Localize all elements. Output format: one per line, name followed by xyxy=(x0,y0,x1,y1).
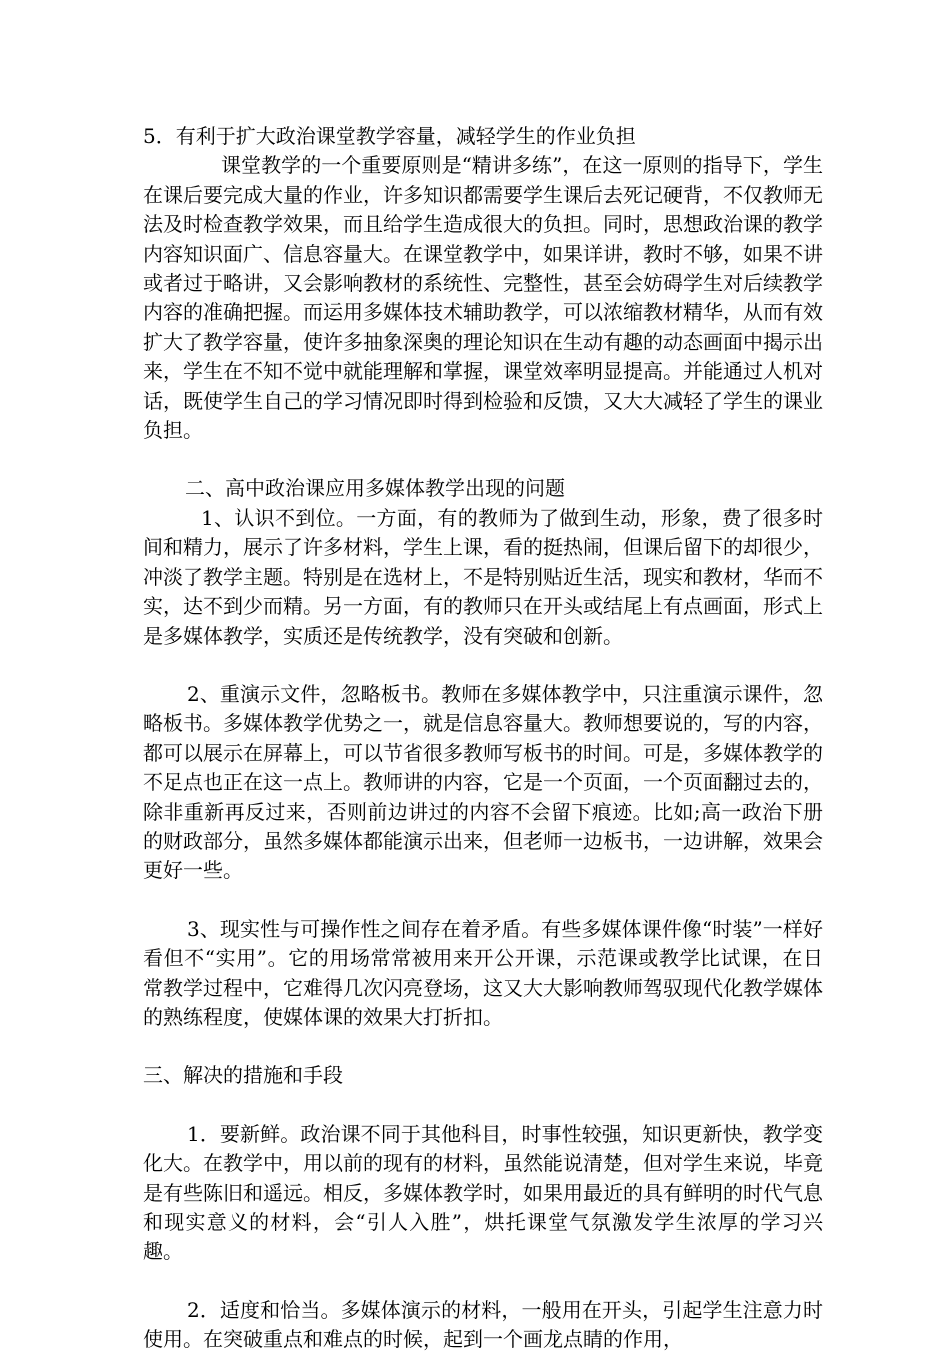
document-page xyxy=(143,122,823,1355)
section5-body: 课堂教学的一个重要原则是“精讲多练”，在这一原则的指导下，学生在课后要完成大量的作业，许多知识都需要学生课后去死记硬背，不仅教师无法及时检查教学效果，而且给学生造成很大的负担。同时，思想政治课的教学内容知识面广、信息容量大。在课堂教学中，如果详讲，教时不够，如果不讲或者过于略讲，又会影响教材的系统性、完整性，甚至会妨碍学生对后续教学内容的准确把握。而运用多媒体技术辅助教学，可以浓缩教材精华，从而有效扩大了教学容量，使许多抽象深奥的理论知识在生动有趣的动态画面中揭示出来，学生在不知不觉中就能理解和掌握，课堂效率明显提高。并能通过人机对话，既使学生自己的学习情况即时得到检验和反馈，又大大减轻了学生的课业负担。 xyxy=(143,153,823,443)
part2-item3: 3、现实性与可操作性之间存在着矛盾。有些多媒体课件像“时装”一样好看但不“实用”。它的用场常常被用来开公开课，示范课或教学比试课，在日常教学过程中，它难得几次闪亮登场，这又大大影响教师驾驭现代化教学媒体的熟练程度，使媒体课的效果大打折扣。 xyxy=(143,916,823,1029)
part2-item2: 2、重演示文件，忽略板书。教师在多媒体教学中，只注重演示课件，忽略板书。多媒体教学优势之一，就是信息容量大。教师想要说的，写的内容，都可以展示在屏幕上，可以节省很多教师写板书的时间。可是，多媒体教学的不足点也正在这一点上。教师讲的内容，它是一个页面，一个页面翻过去的，除非重新再反过来，否则前边讲过的内容不会留下痕迹。比如;高一政治下册的财政部分，虽然多媒体都能演示出来，但老师一边板书，一边讲解，效果会更好一些。 xyxy=(143,681,823,883)
part2-item1: 1、认识不到位。一方面，有的教师为了做到生动，形象，费了很多时间和精力，展示了许多材料，学生上课，看的挺热闹，但课后留下的却很少，冲淡了教学主题。特别是在选材上，不是特别贴近生活，现实和教材，华而不实，达不到少而精。另一方面，有的教师只在开头或结尾上有点画面，形式上是多媒体教学，实质还是传统教学，没有突破和创新。 xyxy=(143,505,823,648)
section5-heading: 5．有利于扩大政治课堂教学容量，减轻学生的作业负担 xyxy=(143,124,636,148)
part2-heading: 二、高中政治课应用多媒体教学出现的问题 xyxy=(185,476,565,501)
part3-item1: 1．要新鲜。政治课不同于其他科目，时事性较强，知识更新快，教学变化大。在教学中，用以前的现有的材料，虽然能说清楚，但对学生来说，毕竟是有些陈旧和遥远。相反，多媒体教学时，如果用最近的具有鲜明的时代气息和现实意义的材料，会“引人入胜”，烘托课堂气氛激发学生浓厚的学习兴趣。 xyxy=(143,1121,823,1264)
part3-heading: 三、解决的措施和手段 xyxy=(143,1063,343,1088)
part3-item2: 2．适度和恰当。多媒体演示的材料，一般用在开头，引起学生注意力时使用。在突破重点和难点的时候，起到一个画龙点睛的作用， xyxy=(143,1297,823,1352)
